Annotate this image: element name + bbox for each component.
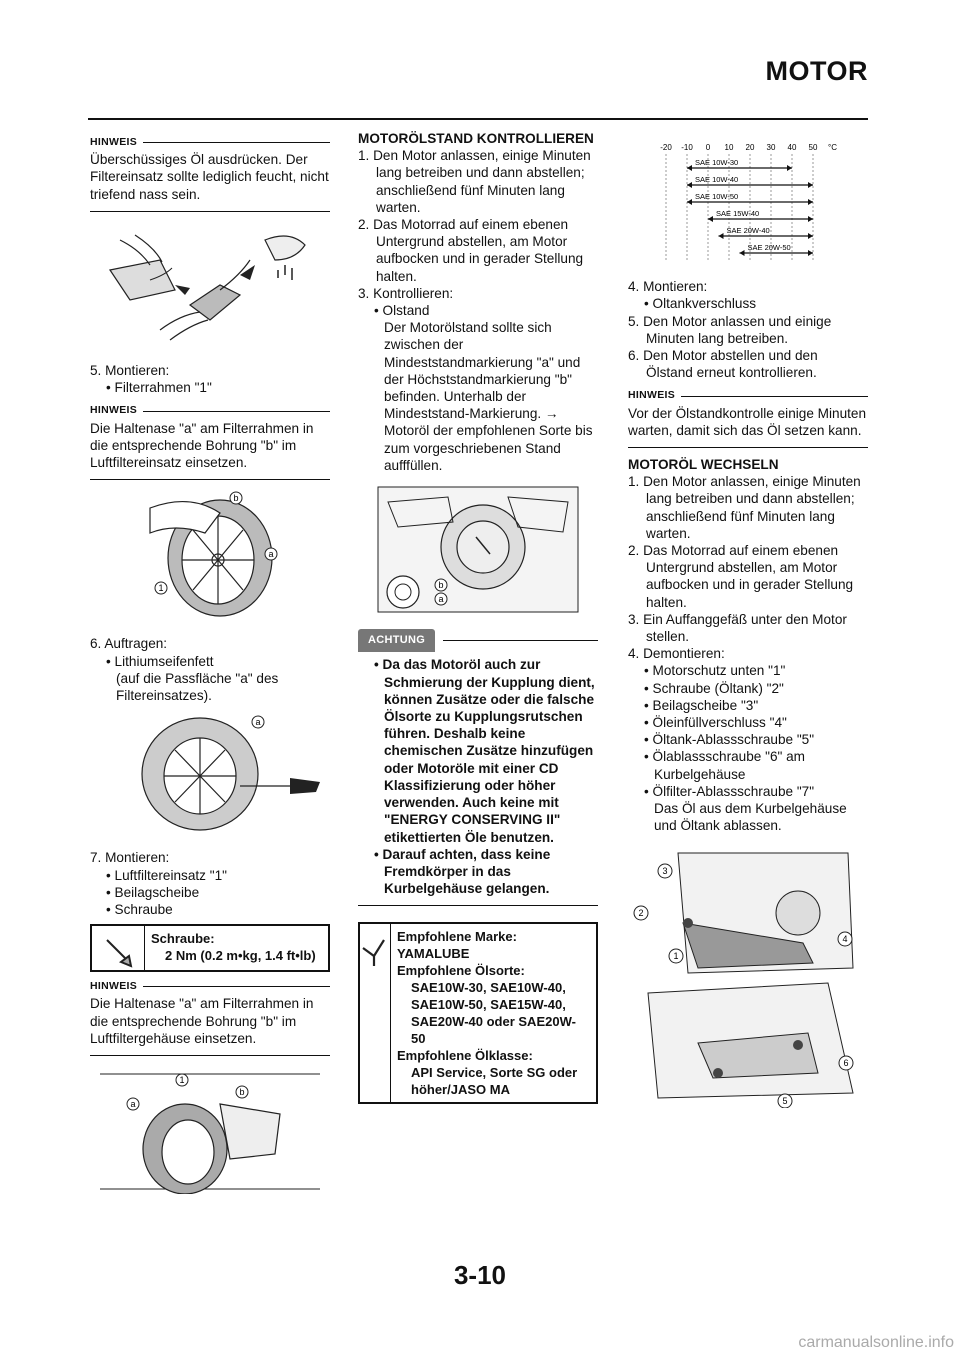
range-arrow xyxy=(687,199,692,205)
note-text: Überschüssiges Öl ausdrücken. Der Filtereinsatz sollte lediglich feucht, nicht triefend nass sein. xyxy=(90,151,330,212)
range-arrow xyxy=(740,250,745,256)
grease-icon xyxy=(290,778,320,794)
step-2: 2. Das Motorrad auf einem ebenen Untergrund abstellen, am Motor aufbocken und in gerader Stellung halten. xyxy=(628,543,854,610)
callout-a: a xyxy=(130,1099,136,1110)
watermark: carmanualsonline.info xyxy=(798,1334,954,1351)
note-text: Die Haltenase "a" am Filterrahmen in die entsprechende Bohrung "b" im Luftfiltergehäuse einsetzen. xyxy=(90,995,330,1056)
note-heading: HINWEIS xyxy=(90,402,330,419)
figure-grease-filter xyxy=(90,712,330,841)
svg-text:1: 1 xyxy=(673,950,679,961)
series-label: SAE 10W-40 xyxy=(695,175,739,184)
viscosity-chart xyxy=(628,136,868,270)
series-label: SAE 10W-50 xyxy=(695,192,739,201)
step-3: 3. Kontrollieren: xyxy=(358,285,454,301)
series-label: SAE 15W-40 xyxy=(716,209,760,218)
step-4: 4. Montieren: xyxy=(628,279,708,295)
step-3: 3. Ein Auffanggefäß unter den Motor stellen. xyxy=(628,611,847,645)
step-6: 6. Den Motor abstellen und den Ölstand erneut kontrollieren. xyxy=(628,348,818,381)
tick-label: 20 xyxy=(745,143,755,152)
series-label: SAE 10W-30 xyxy=(695,158,739,167)
step-5: 5. Montieren: xyxy=(90,363,170,379)
spec-value: 2 Nm (0.2 m•kg, 1.4 ft•lb) xyxy=(165,948,316,964)
spec-title: Schraube: xyxy=(151,931,215,947)
section-title: MOTORÖLSTAND KONTROLLIEREN xyxy=(358,131,594,146)
note-text: Die Haltenase "a" am Filterrahmen in die entsprechende Bohrung "b" im Luftfiltereinsatz einsetzen. xyxy=(90,420,330,481)
step-6: 6. Auftragen: xyxy=(90,636,168,652)
recommended-oil-box: Empfohlene Marke: YAMALUBE Empfohlene Ölsorte: SAE10W-30, SAE10W-40, SAE10W-50, SAE15W-40, SAE20W-40 oder SAE20W-50 Empfohlene Ölklasse: API Service, Sorte SG oder höher/JASO MA xyxy=(358,922,598,1104)
page-number: 3-10 xyxy=(453,1260,507,1290)
series-label: SAE 20W-40 xyxy=(726,226,770,235)
bullet: • Oltankverschluss xyxy=(644,296,757,312)
bullet: • Beilagscheibe xyxy=(106,884,200,900)
step-2: 2. Das Motorrad auf einem ebenen Untergrund abstellen, am Motor aufbocken und in gerader Stellung halten. xyxy=(358,217,584,284)
svg-text:2: 2 xyxy=(638,907,644,918)
range-arrow xyxy=(808,233,813,239)
tick-label: 40 xyxy=(787,143,797,152)
unit-label: °C xyxy=(828,143,837,152)
sub-text: Der Motorölstand sollte sich zwischen der Mindeststandmarkierung "a" und der Höchststandmarkierung "b" befinden. Unterhalb der Mindeststand-Markierung. → Motoröl der empfohlenen Sorte bis zum vorgeschriebenen Stand aufffüllen. xyxy=(384,320,593,473)
note-heading: HINWEIS xyxy=(90,978,330,995)
range-arrow xyxy=(719,233,724,239)
figure-filter-frame xyxy=(90,488,330,627)
torque-spec-box xyxy=(90,924,330,972)
callout-a: a xyxy=(438,594,444,605)
callout-a: a xyxy=(255,717,261,728)
tick-label: 50 xyxy=(808,143,818,152)
svg-text:4: 4 xyxy=(842,933,848,944)
tick-label: 30 xyxy=(766,143,776,152)
range-arrow xyxy=(708,216,713,222)
svg-text:5: 5 xyxy=(782,1095,788,1106)
bullet: • Luftfiltereinsatz "1" xyxy=(106,867,227,883)
header-rule xyxy=(88,118,868,120)
range-arrow xyxy=(687,182,692,188)
svg-text:3: 3 xyxy=(662,865,668,876)
caution-heading: ACHTUNG xyxy=(358,629,598,652)
figure-drain-bolts xyxy=(628,843,868,1112)
callout-1: 1 xyxy=(179,1075,185,1086)
callout-b: b xyxy=(438,580,444,591)
range-arrow xyxy=(808,182,813,188)
step-5: 5. Den Motor anlassen und einige Minuten lang betreiben. xyxy=(628,313,832,346)
figure-squeeze-filter xyxy=(90,220,330,354)
note-heading: HINWEIS xyxy=(90,134,330,151)
tick-label: -10 xyxy=(681,143,693,152)
torque-wrench-icon xyxy=(92,926,145,970)
figure-oil-level-window xyxy=(358,482,598,621)
range-arrow xyxy=(687,165,692,171)
section-title: MOTORÖL WECHSELN xyxy=(628,457,779,473)
range-arrow xyxy=(787,165,792,171)
step-1: 1. Den Motor anlassen, einige Minuten lang betreiben und dann abstellen; anschließend fünf Minuten lang warten. xyxy=(358,148,591,215)
bullet: • Schraube xyxy=(106,902,173,918)
bullet: • Lithiumseifenfett xyxy=(106,653,214,669)
sub-text: (auf die Passfläche "a" des Filtereinsatzes). xyxy=(116,670,279,704)
callout-a: a xyxy=(268,549,274,560)
step-1: 1. Den Motor anlassen, einige Minuten lang betreiben und dann abstellen; anschließend fünf Minuten lang warten. xyxy=(628,474,861,541)
bullet: • Olstand xyxy=(374,303,430,319)
callout-b: b xyxy=(239,1087,245,1098)
column-3: -20 -10 0 10 20 30 40 50 °C SAE 10W-30 SAE 10W-40 SAE 10W-50 SAE 15W-40 SAE 20W-40 SAE 20W-50 4. Montieren: • Oltankverschluss 5. Den Motor anlassen und einige Minuten lang betreiben. 6. Den Motor abstellen und den Ölstand erneut kontrollieren. HINWEIS Vor der Ölstandkontrolle einige Minuten warten, damit sich das Öl setzen kann. MOTORÖL WECHSELN 1. Den Motor anlassen, einige Minuten lang betreiben und dann abstellen; anschließend fünf Minuten lang warten. 2. Das Motorrad auf einem ebenen Untergrund abstellen, am Motor aufbocken und in gerader Stellung halten. 3. Ein Auffanggefäß unter den Motor stellen. 4. Demontieren: • Motorschutz unten "1" • Schraube (Öltank) "2" • Beilagscheibe "3" • Öleinfüllverschluss "4" • Öltank-Ablassschraube "5" • Ölablassschraube "6" am Kurbelgehäuse • Ölfilter-Ablassschraube "7" Das Öl aus dem Kurbelgehäuse und Öltank ablassen. 3 2 1 4 6 5 xyxy=(628,128,868,1120)
range-arrow xyxy=(808,199,813,205)
caution-text: • Da das Motoröl auch zur Schmierung der Kupplung dient, können Zusätze oder die falsche Ölsorte zu Kupplungsrutschen führen. Deshalb keine chemischen Zusätze hinzufügen oder Motoröle mit einer CD Klassifizierung oder höher verwenden. Auch keine mit "ENERGY CONSERVING II" etikettierten Öle benutzen. • Darauf achten, dass keine Fremdkörper in das Kurbelgehäuse gelangen. xyxy=(358,656,598,906)
step-4: 4. Demontieren: xyxy=(628,646,725,662)
note-text: Vor der Ölstandkontrolle einige Minuten warten, damit sich das Öl setzen kann. xyxy=(628,405,868,448)
callout-b: b xyxy=(233,493,239,504)
column-1 xyxy=(90,128,330,1206)
column-2 xyxy=(358,128,598,1110)
bullet: • Filterrahmen "1" xyxy=(106,380,212,396)
figure-filter-housing xyxy=(90,1064,330,1198)
tick-label: -20 xyxy=(660,143,672,152)
svg-text:6: 6 xyxy=(843,1057,849,1068)
page-title: MOTOR xyxy=(765,56,868,86)
series-label: SAE 20W-50 xyxy=(747,243,791,252)
tick-label: 0 xyxy=(705,143,711,152)
oil-can-icon xyxy=(360,924,391,1102)
range-arrow xyxy=(808,216,813,222)
range-arrow xyxy=(808,250,813,256)
tick-label: 10 xyxy=(724,143,734,152)
step-7: 7. Montieren: xyxy=(90,850,170,866)
note-heading: HINWEIS xyxy=(628,387,868,404)
callout-1: 1 xyxy=(158,583,164,594)
